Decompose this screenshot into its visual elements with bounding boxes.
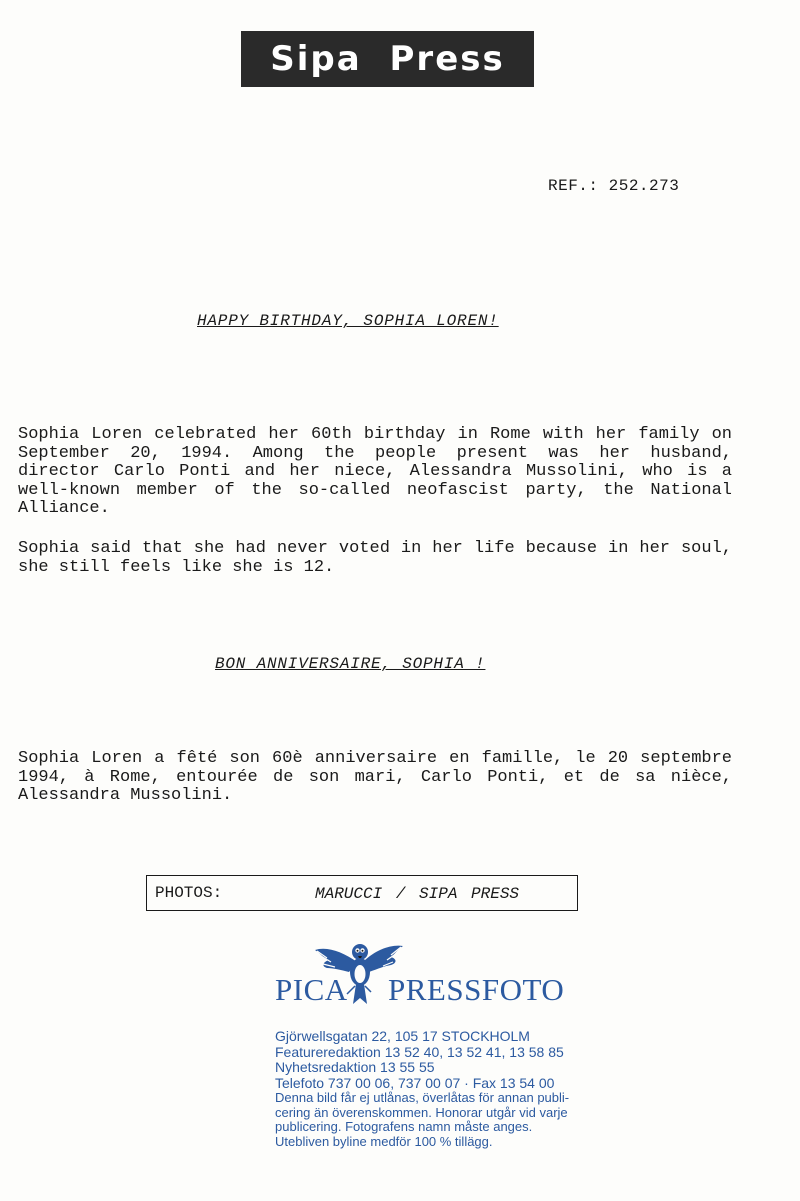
stamp-notice-line: Denna bild får ej utlånas, överlåtas för annan publi- [275,1090,570,1105]
stamp-notice-line: cering än överenskommen. Honorar utgår vid varje [275,1104,568,1120]
logo-text: Sipa Press [270,39,505,79]
stamp-feature-phones: Featureredaktion 13 52 40, 13 52 41, 13 58 85 [275,1043,564,1060]
pica-stamp-info [275,1029,569,1149]
sipa-press-logo [241,31,534,87]
french-paragraph: Sophia Loren a fêté son 60è anniversaire en famille, le 20 septembre 1994, à Rome, entourée de son mari, Carlo Ponti, et de sa nièce, Alessandra Mussolini. [18,749,732,805]
pica-name-right: PRESSFOTO [388,972,565,1007]
stamp-notice-line: Utebliven byline medför 100 % tillägg. [275,1133,493,1149]
english-paragraph-2: Sophia said that she had never voted in her life because in her soul, she still feels like she is 12. [18,539,732,577]
reference-number: REF.: 252.273 [548,177,680,195]
stamp-address: Gjörwellsgatan 22, 105 17 STOCKHOLM [275,1028,530,1044]
photo-credit-box [146,875,578,911]
photos-label: PHOTOS: [155,884,223,902]
english-paragraph-1: Sophia Loren celebrated her 60th birthday in Rome with her family on September 20, 1994. Among the people present was her husband, director Carlo Ponti and her niece, Alessandra Mussolini, who is a well-known member of the so-called neofascist party, the National Alliance. [18,425,732,518]
stamp-news-phone: Nyhetsredaktion 13 55 55 [275,1059,435,1075]
stamp-notice-line: publicering. Fotografens namn måste anges. [275,1119,533,1134]
pica-name-left: PICA [275,972,348,1007]
french-heading: BON ANNIVERSAIRE, SOPHIA ! [215,655,486,673]
english-heading: HAPPY BIRTHDAY, SOPHIA LOREN! [197,312,499,330]
photos-credit: MARUCCI / SIPA PRESS [315,885,520,903]
stamp-telefoto: Telefoto 737 00 06, 737 00 07 · Fax 13 54 00 [275,1074,555,1091]
